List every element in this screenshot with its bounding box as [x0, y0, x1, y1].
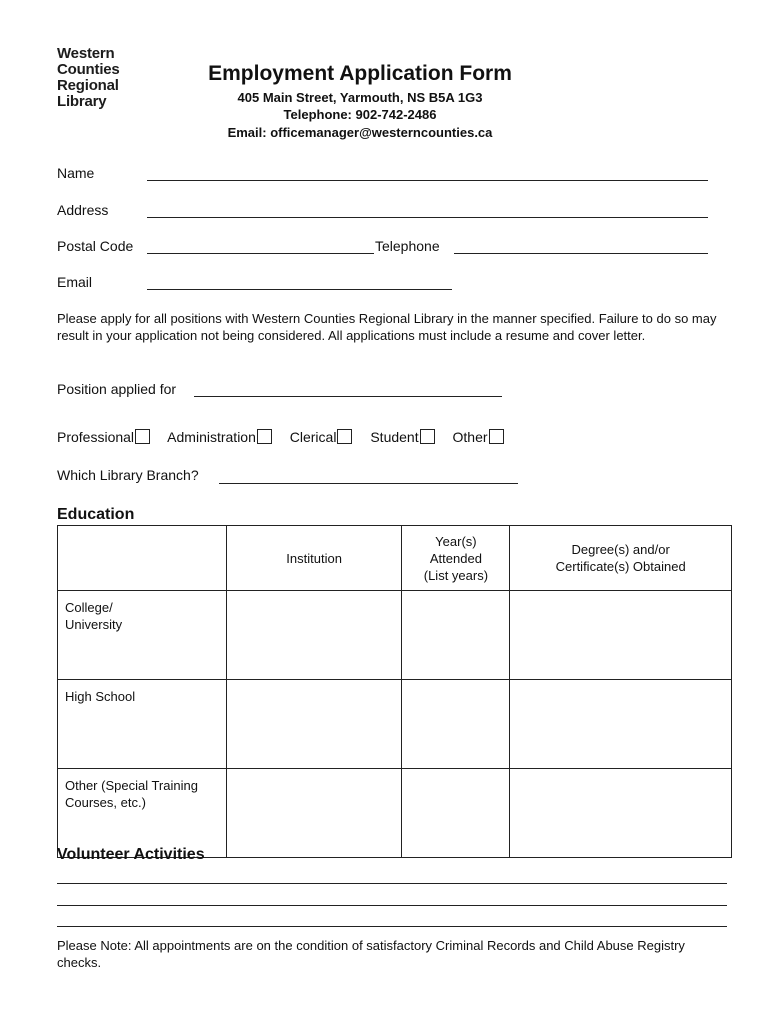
- row-label-other: Other (Special Training Courses, etc.): [58, 769, 227, 858]
- header-degrees: Degree(s) and/or Certificate(s) Obtained: [510, 526, 732, 591]
- other-institution-cell[interactable]: [226, 769, 402, 858]
- postal-code-field[interactable]: [147, 253, 374, 254]
- college-years-cell[interactable]: [402, 591, 510, 680]
- other-degree-cell[interactable]: [510, 769, 732, 858]
- header-address: 405 Main Street, Yarmouth, NS B5A 1G3: [237, 90, 483, 105]
- high-school-degree-cell[interactable]: [510, 680, 732, 769]
- college-degree-cell[interactable]: [510, 591, 732, 680]
- header-cell-blank: [58, 526, 227, 591]
- student-checkbox[interactable]: [420, 429, 435, 444]
- education-header-row: [58, 526, 732, 591]
- student-label: Student: [370, 429, 419, 445]
- instructions-paragraph: Please apply for all positions with Western Counties Regional Library in the manner specified. Failure to do so may result in your application not being considered. All applications must include a resume and cover letter.: [57, 311, 717, 343]
- logo-line-3: Regional: [57, 77, 119, 94]
- option-other: [453, 429, 504, 445]
- other-label: Other: [452, 429, 488, 445]
- professional-checkbox[interactable]: [135, 429, 150, 444]
- name-label: Name: [57, 165, 95, 181]
- volunteer-line-3[interactable]: [57, 926, 727, 927]
- volunteer-heading: Volunteer Activities: [57, 846, 205, 863]
- header-years-attended: Year(s) Attended (List years): [402, 526, 510, 591]
- education-heading: Education: [57, 506, 135, 523]
- education-table: [57, 525, 732, 858]
- telephone-label: Telephone: [375, 238, 440, 254]
- college-institution-cell[interactable]: [226, 591, 402, 680]
- option-student: [370, 429, 434, 445]
- option-administration: [167, 429, 272, 445]
- row-label-college: College/ University: [58, 591, 227, 680]
- high-school-years-cell[interactable]: [402, 680, 510, 769]
- table-row: [58, 591, 732, 680]
- footer-note: Please Note: All appointments are on the condition of satisfactory Criminal Records and Child Abuse Registry checks.: [57, 938, 685, 970]
- position-field[interactable]: [194, 396, 502, 397]
- clerical-label: Clerical: [289, 429, 337, 445]
- address-field[interactable]: [147, 217, 708, 218]
- name-field[interactable]: [147, 180, 708, 181]
- logo-line-1: Western: [57, 45, 115, 62]
- email-field[interactable]: [147, 289, 452, 290]
- table-row: [58, 680, 732, 769]
- volunteer-line-1[interactable]: [57, 883, 727, 884]
- clerical-checkbox[interactable]: [337, 429, 352, 444]
- branch-field[interactable]: [219, 483, 518, 484]
- header-telephone: Telephone: 902-742-2486: [283, 107, 437, 122]
- position-label: Position applied for: [57, 381, 177, 397]
- email-label: Email: [57, 274, 93, 290]
- category-checkboxes: [57, 429, 518, 445]
- logo-line-2: Counties: [57, 61, 120, 78]
- postal-code-label: Postal Code: [57, 238, 134, 254]
- logo-line-4: Library: [57, 93, 107, 110]
- other-checkbox[interactable]: [489, 429, 504, 444]
- table-row: [58, 769, 732, 858]
- header-institution: Institution: [226, 526, 402, 591]
- professional-label: Professional: [57, 429, 135, 445]
- telephone-field[interactable]: [454, 253, 708, 254]
- other-years-cell[interactable]: [402, 769, 510, 858]
- header-email: Email: officemanager@westerncounties.ca: [227, 125, 493, 140]
- option-clerical: [290, 429, 353, 445]
- address-label: Address: [57, 202, 109, 218]
- administration-label: Administration: [167, 429, 256, 445]
- volunteer-line-2[interactable]: [57, 905, 727, 906]
- library-logo: [57, 46, 157, 110]
- high-school-institution-cell[interactable]: [226, 680, 402, 769]
- branch-label: Which Library Branch?: [57, 467, 199, 483]
- option-professional: [57, 429, 150, 445]
- administration-checkbox[interactable]: [257, 429, 272, 444]
- form-title: Employment Application Form: [208, 62, 512, 85]
- row-label-high-school: High School: [58, 680, 227, 769]
